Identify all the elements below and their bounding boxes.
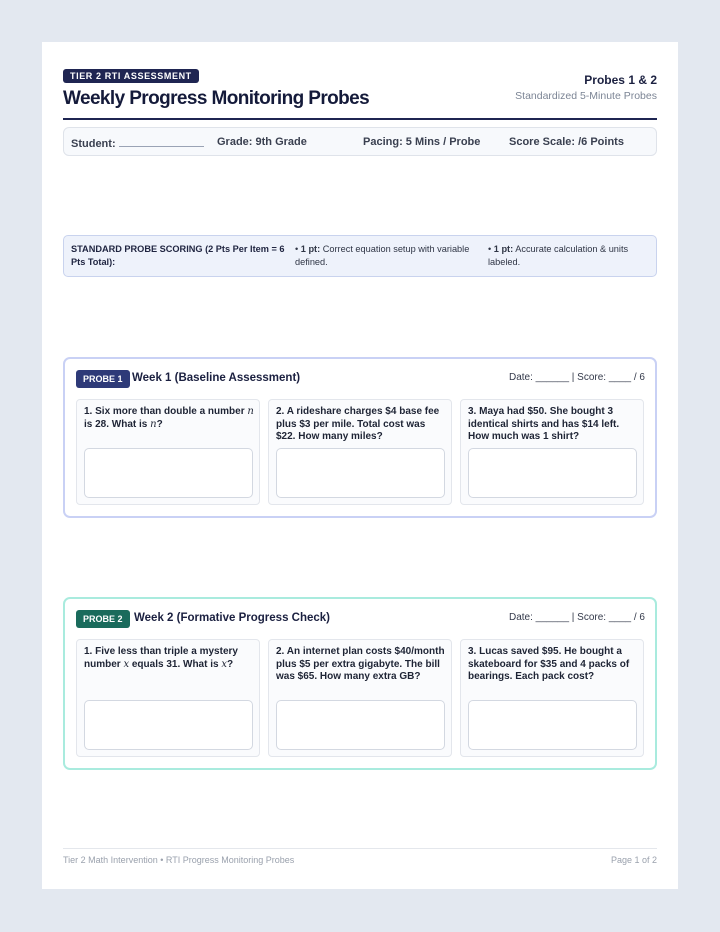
answer-box[interactable] xyxy=(276,700,445,750)
answer-box[interactable] xyxy=(468,700,637,750)
question-card xyxy=(268,399,452,505)
pacing-field xyxy=(363,136,480,149)
grade-label: Grade: xyxy=(217,136,253,148)
question-text-part: is 28. What is xyxy=(84,418,151,430)
probe-title: Week 1 (Baseline Assessment) xyxy=(132,372,301,384)
answer-box[interactable] xyxy=(84,448,253,498)
header-divider xyxy=(63,118,657,120)
question-text xyxy=(84,646,254,671)
variable: x xyxy=(221,658,227,670)
answer-box[interactable] xyxy=(276,448,445,498)
answer-box[interactable] xyxy=(468,448,637,498)
question-card xyxy=(460,399,644,505)
rule-points: 1 pt: xyxy=(300,244,321,254)
probe-2-card xyxy=(63,597,657,770)
question-text-part: ? xyxy=(156,418,163,430)
scoring-rule: • 1 pt: Correct equation setup with variable defined. xyxy=(295,244,470,267)
question-text: 3. Lucas saved $95. He bought a skateboard for $35 and 4 packs of bearings. Each pack cost? xyxy=(468,646,630,682)
pacing-value: 5 Mins / Probe xyxy=(405,136,481,148)
probe-1-card xyxy=(63,357,657,518)
student-info-bar xyxy=(63,127,657,156)
score-scale-value: /6 Points xyxy=(578,136,624,148)
worksheet-page xyxy=(42,42,678,889)
question-card xyxy=(76,639,260,757)
question-text-part: ? xyxy=(227,658,234,670)
answer-box[interactable] xyxy=(84,700,253,750)
question-card xyxy=(460,639,644,757)
question-text-part: 1. Five less than triple a mystery number xyxy=(84,646,238,670)
variable: n xyxy=(247,406,254,417)
question-text xyxy=(84,406,254,431)
score-scale-label: Score Scale: xyxy=(509,136,576,148)
page-title: Weekly Progress Monitoring Probes xyxy=(63,88,370,109)
question-text-part: equals 31. What is xyxy=(129,658,222,670)
student-name-blank[interactable] xyxy=(119,136,204,147)
grade-field xyxy=(217,136,307,149)
variable: n xyxy=(150,418,157,430)
probe-badge: PROBE 1 xyxy=(76,370,130,388)
scoring-heading: STANDARD PROBE SCORING (2 Pts Per Item = 6 Pts Total): xyxy=(71,244,285,267)
rule-points: 1 pt: xyxy=(493,244,514,254)
page-footer xyxy=(63,848,657,865)
student-field xyxy=(71,136,204,151)
variable: x xyxy=(123,658,130,670)
page-number: Page 1 of 2 xyxy=(610,855,657,865)
student-label: Student: xyxy=(71,138,116,150)
rule-text: Accurate calculation & units labeled. xyxy=(488,244,629,267)
question-card xyxy=(76,399,260,505)
footer-left-text: Tier 2 Math Intervention • RTI Progress Monitoring Probes xyxy=(63,855,295,865)
assessment-tag: TIER 2 RTI ASSESSMENT xyxy=(63,69,199,83)
grade-value: 9th Grade xyxy=(255,136,307,148)
probe-date-score: Date: ______ | Score: ____ / 6 xyxy=(508,612,645,623)
question-text-part: 1. Six more than double a number xyxy=(84,406,248,417)
rule-text: Correct equation setup with variable defined. xyxy=(295,244,470,267)
question-card xyxy=(268,639,452,757)
probe-badge: PROBE 2 xyxy=(76,610,130,628)
scoring-rubric xyxy=(63,235,657,277)
question-text: 2. A rideshare charges $4 base fee plus $3 per mile. Total cost was $22. How many miles? xyxy=(276,406,440,442)
probes-subtitle: Standardized 5-Minute Probes xyxy=(515,90,657,102)
probe-date-score: Date: ______ | Score: ____ / 6 xyxy=(508,372,645,383)
pacing-label: Pacing: xyxy=(363,136,403,148)
probes-info xyxy=(515,72,657,103)
question-text: 3. Maya had $50. She bought 3 identical shirts and has $14 left. How much was 1 shirt? xyxy=(468,406,620,442)
probe-title: Week 2 (Formative Progress Check) xyxy=(134,612,331,624)
score-scale-field xyxy=(509,136,624,149)
scoring-rule: • 1 pt: Accurate calculation & units labeled. xyxy=(488,244,629,267)
question-text: 2. An internet plan costs $40/month plus $5 per extra gigabyte. The bill was $65. How many extra GB? xyxy=(276,646,445,682)
probes-label: Probes 1 & 2 xyxy=(584,73,657,87)
